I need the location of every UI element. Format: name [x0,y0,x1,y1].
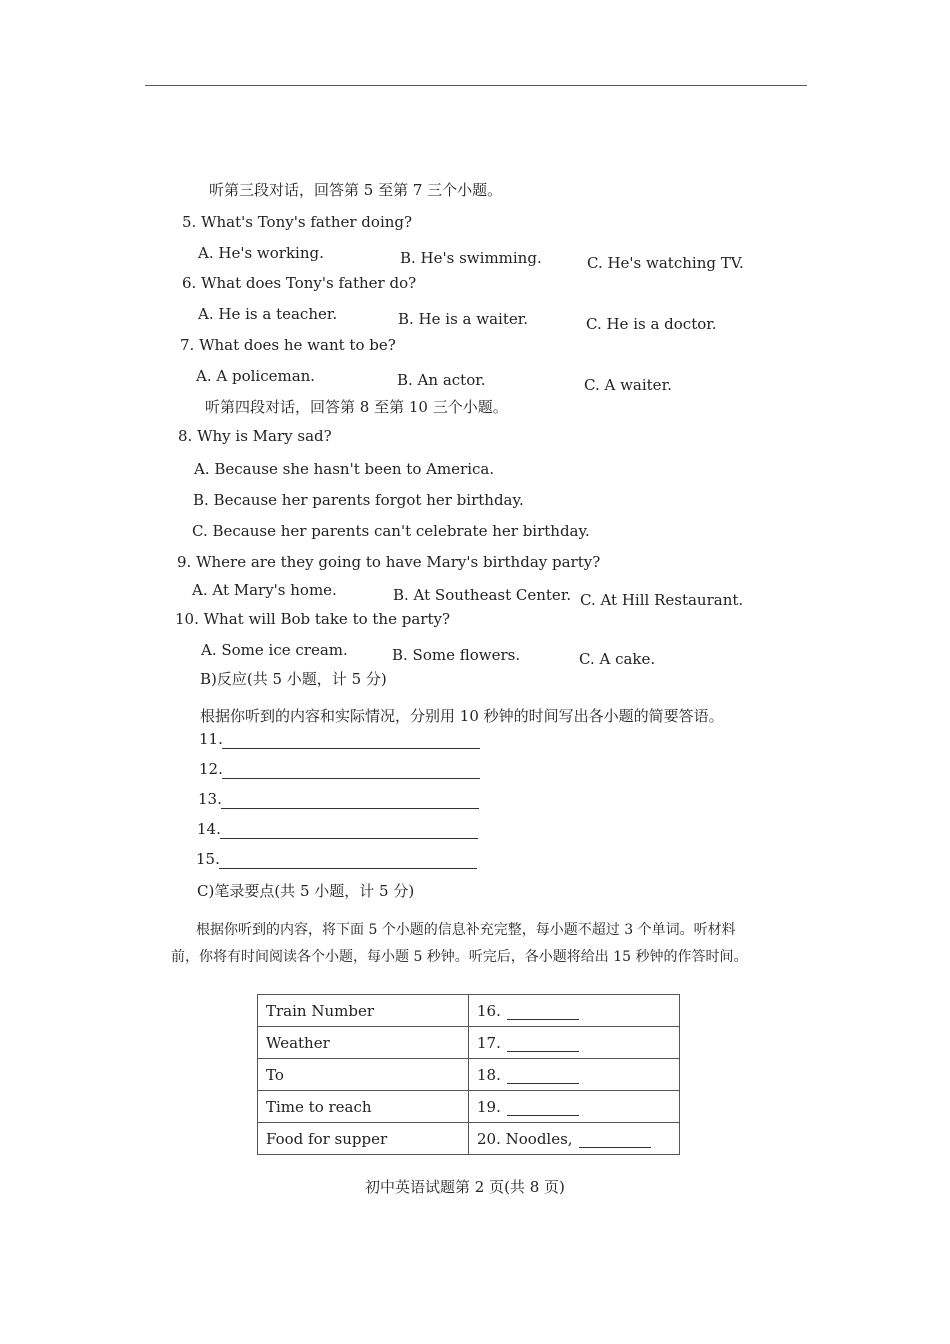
question-8: 8. Why is Mary sad? [178,427,332,445]
table-row [258,1027,680,1059]
row-label: To [258,1059,469,1091]
row-number: 18. [477,1065,501,1084]
note-table [257,994,680,1155]
question-9: 9. Where are they going to have Mary's birthday party? [177,553,601,571]
section-intro-4: 听第四段对话，回答第 8 至第 10 三个小题。 [205,398,508,416]
row-label: Weather [258,1027,469,1059]
answer-line-14[interactable] [220,838,478,839]
answer-line-12[interactable] [222,778,480,779]
row-answer-cell[interactable] [469,1091,680,1123]
option-5c: C. He's watching TV. [587,254,744,272]
option-9a: A. At Mary's home. [192,581,337,599]
question-5: 5. What's Tony's father doing? [182,213,413,231]
answer-blank[interactable] [507,1005,579,1020]
row-number: 16. [477,1001,501,1020]
option-10a: A. Some ice cream. [201,641,348,659]
option-5a: A. He's working. [198,244,324,262]
row-label: Train Number [258,995,469,1027]
answer-item-14: 14. [197,820,221,838]
option-8b: B. Because her parents forgot her birthday. [193,491,524,509]
answer-line-15[interactable] [219,868,477,869]
row-answer-cell[interactable] [469,1059,680,1091]
option-7c: C. A waiter. [584,376,672,394]
option-7a: A. A policeman. [196,367,316,385]
top-rule [145,85,807,86]
page-footer: 初中英语试题第 2 页(共 8 页) [365,1178,565,1196]
row-prefix: Noodles, [505,1129,573,1148]
row-answer-cell[interactable] [469,1027,680,1059]
option-5b: B. He's swimming. [400,249,542,267]
answer-item-11: 11. [199,730,223,748]
option-8a: A. Because she hasn't been to America. [194,460,495,478]
section-b-instruction: 根据你听到的内容和实际情况，分别用 10 秒钟的时间写出各小题的简要答语。 [200,707,724,725]
option-7b: B. An actor. [397,371,486,389]
section-intro-3: 听第三段对话，回答第 5 至第 7 三个小题。 [209,181,503,199]
option-8c: C. Because her parents can't celebrate her birthday. [192,522,590,540]
section-c-instruction-1: 根据你听到的内容，将下面 5 个小题的信息补充完整，每小题不超过 3 个单词。听材料 [196,922,736,938]
answer-blank[interactable] [507,1101,579,1116]
row-number: 20. [477,1129,501,1148]
option-6b: B. He is a waiter. [398,310,529,328]
answer-line-11[interactable] [222,748,480,749]
section-c-heading: C)笔录要点(共 5 小题，计 5 分) [197,882,415,900]
row-label: Time to reach [258,1091,469,1123]
option-9c: C. At Hill Restaurant. [580,591,744,609]
table-row [258,995,680,1027]
table-row [258,1123,680,1155]
answer-blank[interactable] [579,1133,651,1148]
section-b-heading: B)反应(共 5 小题，计 5 分) [200,670,387,688]
question-10: 10. What will Bob take to the party? [175,610,450,628]
answer-line-13[interactable] [221,808,479,809]
answer-item-12: 12. [199,760,223,778]
option-9b: B. At Southeast Center. [393,586,572,604]
section-c-instruction-2: 前，你将有时间阅读各个小题，每小题 5 秒钟。听完后，各小题将给出 15 秒钟的作答时间。 [171,949,748,965]
table-row [258,1059,680,1091]
answer-blank[interactable] [507,1069,579,1084]
answer-item-15: 15. [196,850,220,868]
row-answer-cell[interactable] [469,995,680,1027]
option-6c: C. He is a doctor. [586,315,717,333]
row-label: Food for supper [258,1123,469,1155]
answer-item-13: 13. [198,790,222,808]
row-number: 19. [477,1097,501,1116]
option-10b: B. Some flowers. [392,646,521,664]
table-row [258,1091,680,1123]
option-6a: A. He is a teacher. [198,305,338,323]
question-6: 6. What does Tony's father do? [182,274,417,292]
row-answer-cell[interactable] [469,1123,680,1155]
answer-blank[interactable] [507,1037,579,1052]
question-7: 7. What does he want to be? [180,336,396,354]
row-number: 17. [477,1033,501,1052]
option-10c: C. A cake. [579,650,656,668]
